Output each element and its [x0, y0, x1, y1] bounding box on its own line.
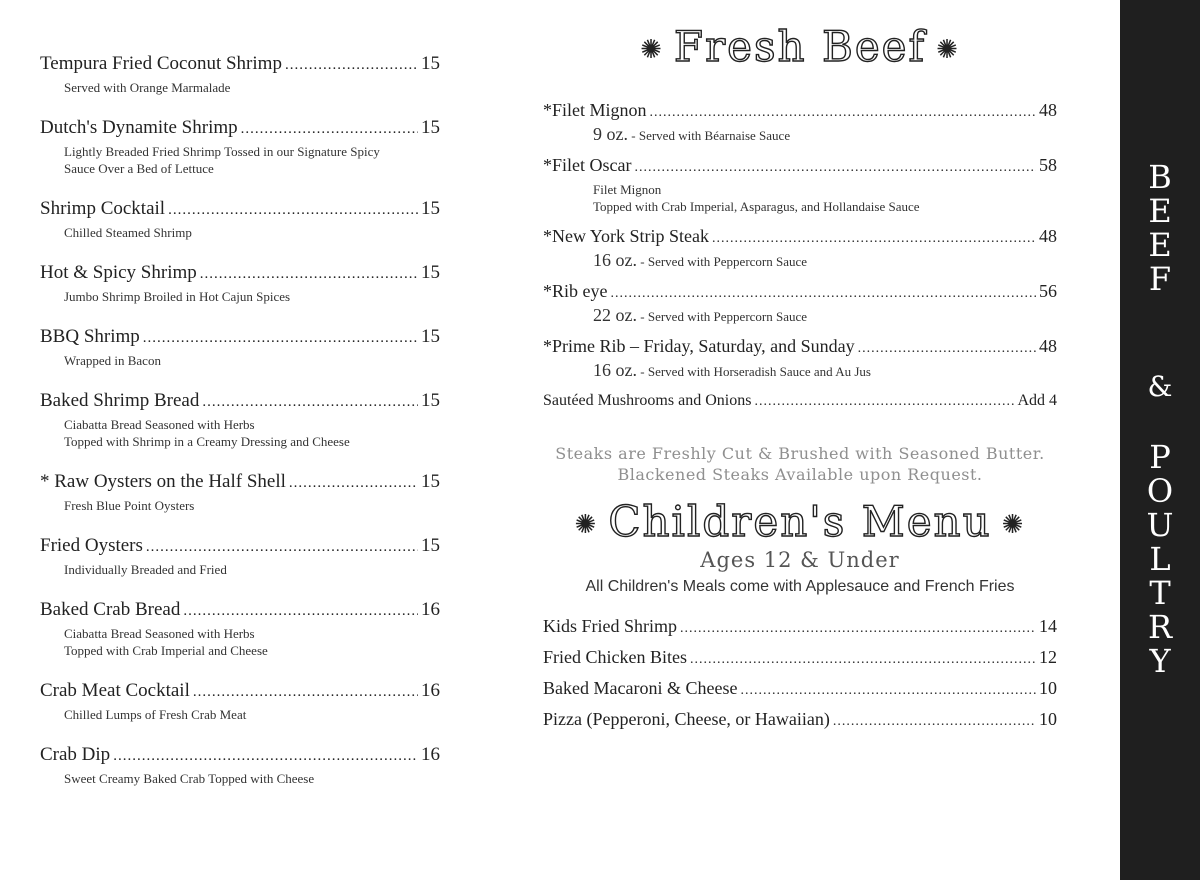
item-description: Served with Peppercorn Sauce: [647, 254, 808, 269]
band-letter: U: [1146, 506, 1174, 544]
ages-subtitle: Ages 12 & Under: [700, 548, 900, 572]
menu-item: [40, 741, 440, 787]
leader-dots: [611, 281, 1037, 307]
beef-item: *Rib eye ..... 56 22 oz. - Served with Peppercorn Sauce: [543, 278, 1057, 325]
leader-dots: [143, 325, 418, 352]
menu-item: [40, 468, 440, 514]
item-name: Pizza (Pepperoni, Cheese, or Hawaiian): [543, 709, 830, 729]
menu-item: [40, 50, 440, 96]
item-price: 48: [1039, 226, 1057, 246]
leader-dots: [193, 679, 418, 706]
item-name: *New York Strip Steak: [543, 226, 710, 246]
childrens-menu-title: Children's Menu: [608, 497, 992, 546]
item-price: 15: [421, 535, 440, 556]
leader-dots: [289, 470, 418, 497]
band-letter: B: [1148, 158, 1172, 196]
leader-dots: [202, 389, 418, 416]
item-description: Jumbo Shrimp Broiled in Hot Cajun Spices: [64, 289, 291, 304]
item-price: 48: [1039, 100, 1057, 120]
item-price: 12: [1039, 647, 1057, 667]
item-name: Shrimp Cocktail: [40, 198, 166, 219]
item-name: Hot & Spicy Shrimp: [40, 262, 197, 283]
leader-dots: [833, 707, 1036, 736]
band-letter: P: [1149, 438, 1171, 476]
leader-dots: [680, 614, 1036, 643]
item-name: Kids Fried Shrimp: [543, 616, 678, 636]
item-price: 16: [421, 599, 440, 620]
leader-dots: [740, 676, 1036, 705]
item-name: Fried Oysters: [40, 535, 143, 556]
item-description: Fresh Blue Point Oysters: [64, 498, 195, 513]
band-letter: E: [1148, 226, 1172, 264]
item-price: 10: [1039, 678, 1057, 698]
leader-dots: [200, 261, 418, 288]
leader-dots: [650, 100, 1036, 126]
item-price: 15: [421, 262, 440, 283]
band-letter: O: [1146, 472, 1174, 510]
leader-dots: [858, 336, 1036, 362]
item-name: * Raw Oysters on the Half Shell: [40, 471, 286, 492]
steak-note: [543, 443, 1057, 485]
leader-dots: [146, 534, 418, 561]
beef-item: [543, 152, 1057, 215]
appetizer-list: [40, 50, 440, 805]
item-name: BBQ Shrimp: [40, 326, 140, 347]
portion-size: 9 oz.: [593, 124, 628, 144]
item-description: Lightly Breaded Fried Shrimp Tossed in our Signature Spicy: [64, 144, 380, 159]
kids-item: [543, 674, 1057, 705]
childrens-menu-heading: [543, 497, 1057, 546]
item-price: 48: [1039, 336, 1057, 356]
band-letter: T: [1149, 574, 1171, 612]
portion-size: 16 oz.: [593, 250, 637, 270]
item-description: Chilled Lumps of Fresh Crab Meat: [64, 707, 247, 722]
band-letter: L: [1149, 540, 1171, 578]
item-name: *Prime Rib – Friday, Saturday, and Sunday: [543, 336, 855, 356]
shell-icon: ✺: [640, 35, 664, 65]
steak-note-line: Steaks are Freshly Cut & Brushed with Seasoned Butter.: [555, 444, 1045, 463]
item-description: Topped with Shrimp in a Creamy Dressing and Cheese: [64, 434, 350, 449]
menu-item: [40, 596, 440, 659]
item-price: Add 4: [1017, 392, 1057, 409]
item-name: Crab Dip: [40, 744, 111, 765]
item-price: 14: [1039, 616, 1057, 636]
leader-dots: [690, 645, 1036, 674]
beef-item: *Prime Rib – Friday, Saturday, and Sunday ..... 48 16 oz. - Served with Horseradish Sauce and Au Jus: [543, 333, 1057, 380]
item-description: Sauce Over a Bed of Lettuce: [64, 161, 214, 176]
kids-item: [543, 643, 1057, 674]
menu-item: [40, 114, 440, 177]
item-description: Individually Breaded and Fried: [64, 562, 227, 577]
leader-dots: [634, 155, 1036, 181]
item-price: 15: [421, 53, 440, 74]
fresh-beef-heading: [543, 22, 1057, 71]
portion-size: 22 oz.: [593, 305, 637, 325]
beef-item: *Filet Mignon ..... 48 9 oz. - Served with Béarnaise Sauce: [543, 97, 1057, 144]
menu-item: [40, 323, 440, 369]
band-letter: Y: [1149, 642, 1171, 680]
menu-item: [40, 387, 440, 450]
leader-dots: [712, 226, 1036, 252]
band-letter: F: [1148, 260, 1172, 298]
item-name: Baked Macaroni & Cheese: [543, 678, 738, 698]
fresh-beef-title: Fresh Beef: [673, 22, 927, 71]
steak-note-line: Blackened Steaks Available upon Request.: [617, 465, 983, 484]
item-description: Sweet Creamy Baked Crab Topped with Cheese: [64, 771, 315, 786]
band-ampersand: &: [1147, 370, 1173, 403]
item-description: Filet Mignon: [593, 182, 662, 197]
item-price: 10: [1039, 709, 1057, 729]
menu-item: [40, 259, 440, 305]
band-letter: R: [1147, 608, 1173, 646]
band-letter: E: [1148, 192, 1172, 230]
item-price: 15: [421, 117, 440, 138]
leader-dots: [241, 116, 418, 143]
section-side-band: [1120, 0, 1200, 880]
item-description: Ciabatta Bread Seasoned with Herbs: [64, 417, 255, 432]
item-name: Tempura Fried Coconut Shrimp: [40, 53, 282, 74]
item-name: Sautéed Mushrooms and Onions: [543, 392, 752, 409]
item-description: Served with Peppercorn Sauce: [647, 309, 808, 324]
leader-dots: [754, 389, 1014, 415]
leader-dots: [285, 52, 418, 79]
item-description: Chilled Steamed Shrimp: [64, 225, 192, 240]
item-price: 15: [421, 390, 440, 411]
kids-note: All Children's Meals come with Applesauce and French Fries: [585, 578, 1015, 595]
shell-icon: ✺: [574, 510, 599, 540]
item-name: Crab Meat Cocktail: [40, 680, 190, 701]
beef-and-kids-column: [543, 22, 1057, 736]
leader-dots: [183, 598, 418, 625]
band-title-poultry: [1120, 440, 1200, 678]
item-price: 56: [1039, 281, 1057, 301]
item-description: Wrapped in Bacon: [64, 353, 161, 368]
item-price: 16: [421, 744, 440, 765]
menu-item: [40, 532, 440, 578]
item-name: Dutch's Dynamite Shrimp: [40, 117, 238, 138]
item-description: Ciabatta Bread Seasoned with Herbs: [64, 626, 255, 641]
item-price: 16: [421, 680, 440, 701]
item-name: *Filet Oscar: [543, 155, 632, 175]
item-price: 15: [421, 198, 440, 219]
item-name: Fried Chicken Bites: [543, 647, 687, 667]
leader-dots: [168, 197, 418, 224]
item-description: Topped with Crab Imperial and Cheese: [64, 643, 268, 658]
menu-item: [40, 677, 440, 723]
item-description: Served with Béarnaise Sauce: [638, 128, 791, 143]
band-title-beef: [1120, 160, 1200, 296]
item-name: Baked Shrimp Bread: [40, 390, 200, 411]
item-description: Topped with Crab Imperial, Asparagus, and Hollandaise Sauce: [593, 199, 920, 214]
beef-item: *New York Strip Steak ..... 48 16 oz. - Served with Peppercorn Sauce: [543, 223, 1057, 270]
item-price: 58: [1039, 155, 1057, 175]
item-description: Served with Horseradish Sauce and Au Jus: [647, 364, 871, 379]
item-name: *Filet Mignon: [543, 100, 647, 120]
item-name: *Rib eye: [543, 281, 608, 301]
addon-item: [543, 388, 1057, 415]
item-price: 15: [421, 471, 440, 492]
portion-size: 16 oz.: [593, 360, 637, 380]
leader-dots: [113, 743, 418, 770]
menu-item: [40, 195, 440, 241]
kids-item: [543, 612, 1057, 643]
item-price: 15: [421, 326, 440, 347]
item-name: Baked Crab Bread: [40, 599, 181, 620]
shell-icon: ✺: [1001, 510, 1026, 540]
shell-icon: ✺: [936, 35, 960, 65]
kids-item: [543, 705, 1057, 736]
item-description: Served with Orange Marmalade: [64, 80, 231, 95]
